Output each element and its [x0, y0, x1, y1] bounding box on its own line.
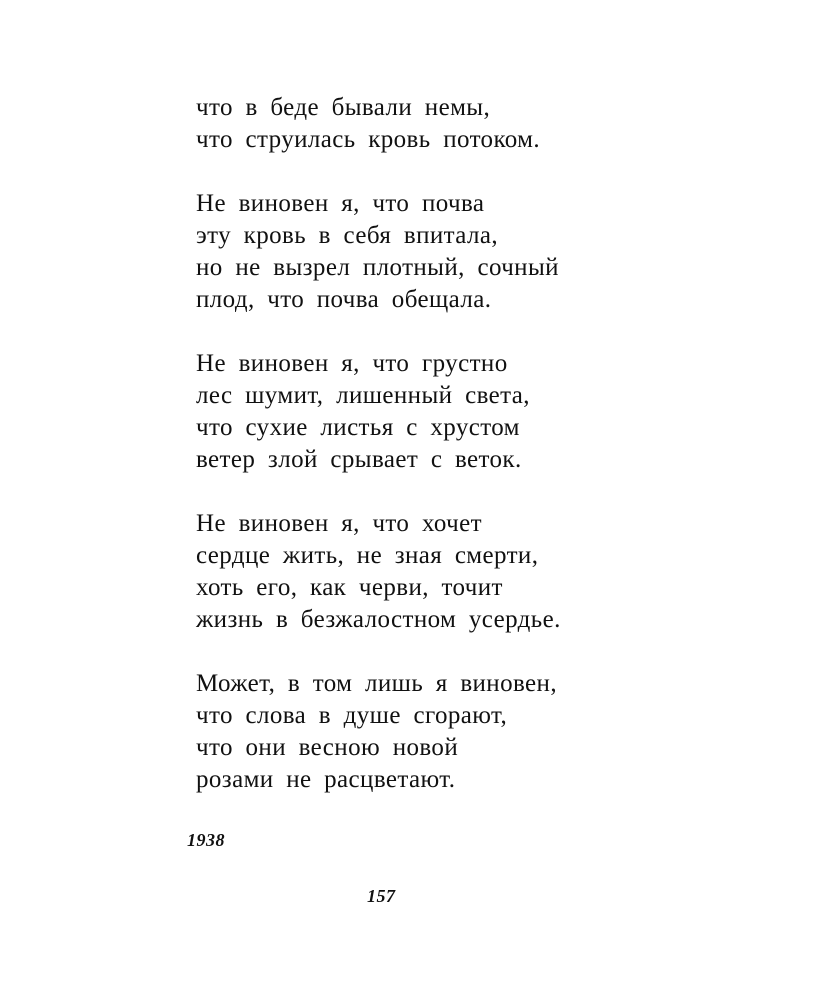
- poem-line: Не виновен я, что хочет: [196, 510, 482, 537]
- poem-year: 1938: [187, 830, 225, 850]
- poem-line: плод, что почва обещала.: [196, 286, 492, 313]
- page-number: 157: [367, 886, 396, 906]
- poem-line: розами не расцветают.: [196, 766, 456, 793]
- stanza-5: [196, 668, 666, 796]
- poem-line: ветер злой срывает с веток.: [196, 446, 522, 473]
- poem-line: лес шумит, лишенный света,: [196, 382, 530, 409]
- poem-line: но не вызрел плотный, сочный: [196, 254, 559, 281]
- poem-line: что они весною новой: [196, 734, 459, 761]
- stanza-1: [196, 92, 666, 156]
- poem-line: Может, в том лишь я виновен,: [196, 670, 557, 697]
- poem-line: Не виновен я, что грустно: [196, 350, 508, 377]
- poem-line: что струилась кровь потоком.: [196, 126, 541, 153]
- poem-line: хоть его, как черви, точит: [196, 574, 503, 601]
- stanza-4: [196, 508, 666, 636]
- poem-text: [196, 92, 666, 828]
- poem-line: что сухие листья с хрустом: [196, 414, 520, 441]
- poem-line: что слова в душе сгорают,: [196, 702, 508, 729]
- stanza-3: [196, 348, 666, 476]
- poem-line: что в беде бывали немы,: [196, 94, 491, 121]
- poem-line: жизнь в безжалостном усердье.: [196, 606, 561, 633]
- poem-line: эту кровь в себя впитала,: [196, 222, 499, 249]
- stanza-2: [196, 188, 666, 316]
- poem-line: сердце жить, не зная смерти,: [196, 542, 539, 569]
- poem-line: Не виновен я, что почва: [196, 190, 485, 217]
